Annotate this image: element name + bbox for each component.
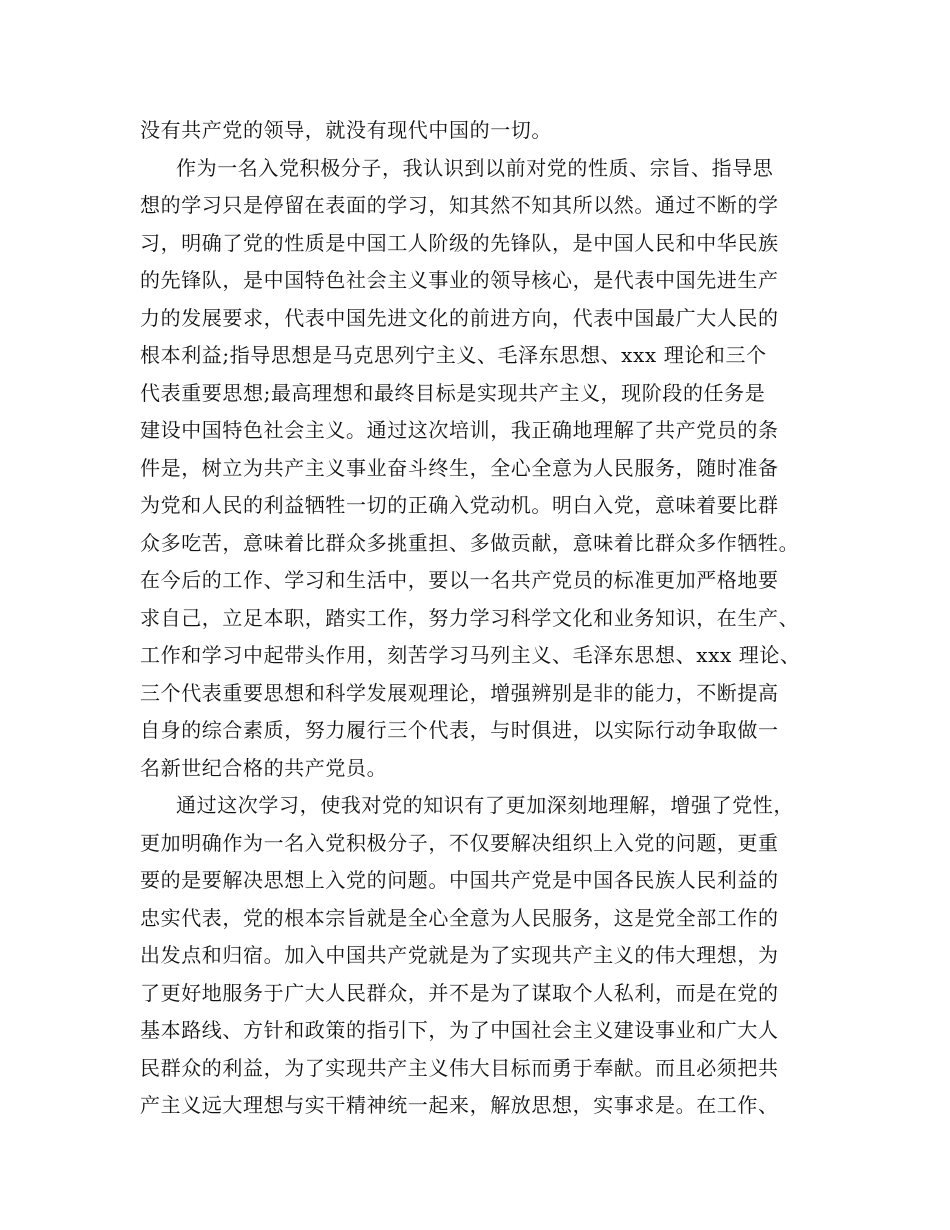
text-line: 民群众的利益，为了实现共产主义伟大目标而勇于奉献。而且必须把共 bbox=[140, 1055, 779, 1080]
text-line: 想的学习只是停留在表面的学习，知其然不知其所以然。通过不断的学 bbox=[140, 193, 779, 217]
text-line: 在今后的工作、学习和生活中，要以一名共产党员的标准更加严格地要 bbox=[140, 568, 779, 592]
text-line: 没有共产党的领导，就没有现代中国的一切。 bbox=[140, 118, 552, 142]
text-line: 工作和学习中起带头作用，刻苦学习马列主义、毛泽东思想、xxx 理论、 bbox=[140, 643, 801, 667]
text-line: 众多吃苦，意味着比群众多挑重担、多做贡献，意味着比群众多作牺牲。 bbox=[140, 530, 800, 555]
text-line: 出发点和归宿。加入中国共产党就是为了实现共产主义的伟大理想，为 bbox=[140, 943, 779, 967]
text-line: 通过这次学习，使我对党的知识有了更加深刻地理解，增强了党性， bbox=[176, 793, 794, 817]
text-line: 求自己，立足本职，踏实工作，努力学习科学文化和业务知识，在生产、 bbox=[140, 605, 800, 630]
text-line: 为党和人民的利益牺牲一切的正确入党动机。明白入党，意味着要比群 bbox=[140, 493, 779, 517]
text-line: 更加明确作为一名入党积极分子，不仅要解决组织上入党的问题，更重 bbox=[140, 830, 779, 855]
text-line: 根本利益;指导思想是马克思列宁主义、毛泽东思想、xxx 理论和三个 bbox=[140, 343, 767, 367]
text-line: 要的是要解决思想上入党的问题。中国共产党是中国各民族人民利益的 bbox=[140, 868, 779, 892]
text-line: 力的发展要求，代表中国先进文化的前进方向，代表中国最广大人民的 bbox=[140, 305, 779, 330]
text-line: 代表重要思想;最高理想和最终目标是实现共产主义，现阶段的任务是 bbox=[140, 380, 766, 405]
text-line: 件是，树立为共产主义事业奋斗终生，全心全意为人民服务，随时准备 bbox=[140, 455, 779, 480]
text-line: 习，明确了党的性质是中国工人阶级的先锋队，是中国人民和中华民族 bbox=[140, 230, 779, 255]
text-line: 自身的综合素质，努力履行三个代表，与时俱进，以实际行动争取做一 bbox=[140, 718, 779, 742]
text-line: 建设中国特色社会主义。通过这次培训，我正确地理解了共产党员的条 bbox=[140, 418, 779, 442]
text-line: 的先锋队，是中国特色社会主义事业的领导核心，是代表中国先进生产 bbox=[140, 268, 779, 292]
paragraph bbox=[140, 787, 820, 1125]
paragraph bbox=[140, 150, 820, 788]
text-line: 了更好地服务于广大人民群众，并不是为了谋取个人私利，而是在党的 bbox=[140, 980, 779, 1005]
text-line: 名新世纪合格的共产党员。 bbox=[140, 755, 388, 780]
paragraph bbox=[140, 112, 820, 150]
text-line: 基本路线、方针和政策的指引下，为了中国社会主义建设事业和广大人 bbox=[140, 1018, 779, 1042]
text-line: 产主义远大理想与实干精神统一起来，解放思想，实事求是。在工作、 bbox=[140, 1093, 779, 1117]
text-line: 作为一名入党积极分子，我认识到以前对党的性质、宗旨、指导思 bbox=[176, 155, 774, 180]
text-line: 忠实代表，党的根本宗旨就是全心全意为人民服务，这是党全部工作的 bbox=[140, 905, 779, 930]
text-line: 三个代表重要思想和科学发展观理论，增强辨别是非的能力，不断提高 bbox=[140, 680, 779, 705]
document-body bbox=[140, 112, 820, 1125]
